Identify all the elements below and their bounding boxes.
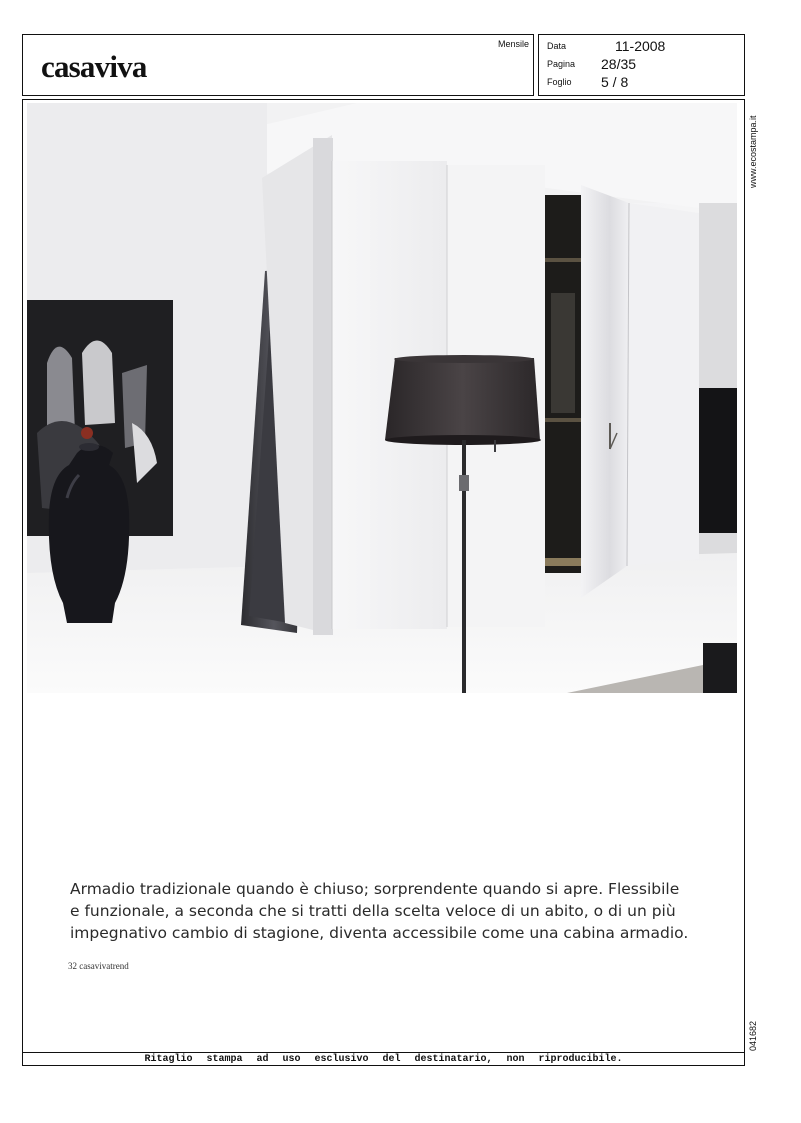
page-folio: 32 casavivatrend [68,961,129,971]
masthead-box [22,34,534,96]
footer-divider [22,1052,745,1053]
meta-label: Data [547,41,567,51]
footer-notice: Ritaglio stampa ad uso esclusivo del destinatario, non riproducibile. [144,1054,623,1065]
side-code [746,1015,758,1055]
metadata-box [538,34,745,96]
caption-line: Armadio tradizionale quando è chiuso; sorprendente quando si apre. Flessibile [70,880,680,898]
side-url [746,110,758,190]
interior-photo [27,103,737,693]
caption-line: impegnativo cambio di stagione, diventa accessibile come una cabina armadio. [70,924,689,942]
periodicity-label: Mensile [497,39,529,49]
side-code-text: 041682 [748,1020,758,1051]
caption-line: e funzionale, a seconda che si tratti della scelta veloce di un abito, o di un più [70,902,676,920]
side-url-text: www.ecostampa.it [748,115,758,188]
meta-value: 11-2008 [615,38,666,54]
brand-logo: casaviva [41,49,147,84]
meta-label: Foglio [547,77,572,87]
meta-value: 28/35 [601,56,637,72]
meta-value: 5 / 8 [601,74,629,90]
meta-label: Pagina [547,59,576,69]
photo-caption [70,878,690,944]
